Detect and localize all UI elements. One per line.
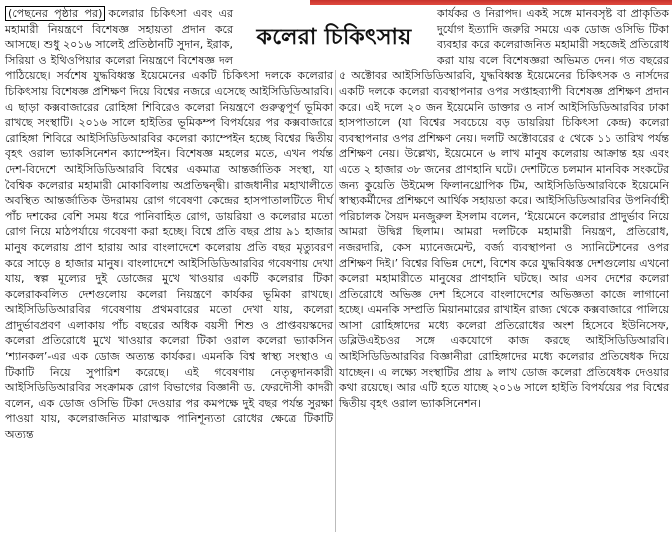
right-paragraph xyxy=(339,6,669,411)
continued-label: (পেছনের পৃষ্ঠার পর) xyxy=(5,6,105,21)
headline-box xyxy=(234,8,434,66)
left-paragraph xyxy=(5,6,333,443)
article-headline: কলেরা চিকিৎসায় xyxy=(256,24,412,50)
right-column xyxy=(339,6,669,411)
right-paragraph-text: কার্যকর ও নিরাপদ। একই সঙ্গে মানবসৃষ্ট বা প্রাকৃতিক দুর্যোগ ইত্যাদি জরুরি সময়ে এক ডোজ ওসিভি টিকা ব্যবহার করে কলেরাজনিত মহামারী সহজেই প্রতিরোধ করা যায় বলে বিশেষজ্ঞরা অভিমত দেন। গত বছরের ৫ অক্টোবর আইসিডিডিআরবি, যুদ্ধবিধ্বস্ত ইয়েমেনের চিকিৎসক ও নার্সদের একটি দলকে কলেরা ব্যবস্থাপনার ওপর সপ্তাহব্যাপী বিশেষজ্ঞ প্রশিক্ষণ প্রদান করে। এই দলে ২০ জন ইয়েমেনি ডাক্তার ও নার্স আইসিডিডিআরবির ঢাকা হাসপাতালে (যা বিশ্বের সবচেয়ে বড় ডায়রিয়া চিকিৎসা কেন্দ্র) কলেরা ব্যবস্থাপনার ওপর প্রশিক্ষণ নেয়। দলটি অক্টোবরের ৫ থেকে ১১ তারিখ পর্যন্ত প্রশিক্ষণ নেয়। উল্লেখ্য, ইয়েমেনে ৬ লাখ মানুষ কলেরায় আক্রান্ত হয় এবং এতে ২ হাজার ৩৮ জনের প্রাণহানি ঘটে। দেশটিতে চলমান মানবিক সংকটের জন্য কুয়েতি উইমেন্স ফিলানথ্রোপিক টিম, আইসিডিডিআরবিকে ইয়েমেনি স্বাস্থ্যকর্মীদের প্রশিক্ষণে আর্থিক সহায়তা করে। আইসিডিডিআরবির উপনির্বাহী পরিচালক সৈয়দ মনজুরুল ইসলাম বলেন, ‘ইয়েমেনে কলেরার প্রাদুর্ভাব নিয়ে আমরা উদ্বিগ্ন ছিলাম। আমরা দলটিকে মহামারী নিয়ন্ত্রণ, প্রতিরোধ, নজরদারি, কেস ম্যানেজমেন্ট, বর্জ্য ব্যবস্থাপনা ও স্যানিটেশনের ওপর প্রশিক্ষণ দিই।’ বিশ্বের বিভিন্ন দেশে, বিশেষ করে যুদ্ধবিধ্বস্ত দেশগুলোয় এখনো কলেরা মহামারীতে মানুষের প্রাণহানি ঘটছে। আর এসব দেশের কলেরা প্রতিরোধে অভিজ্ঞ দেশ হিসেবে বাংলাদেশের অভিজ্ঞতা কাজে লাগানো হচ্ছে। এমনকি সম্প্রতি মিয়ানমারের রাখাইন রাজ্য থেকে কক্সবাজারে পালিয়ে আসা রোহিঙ্গাদের মধ্যে কলেরা প্রতিরোধের অংশ হিসেবে ইউনিসেফ, ডব্লিউএইচওর সঙ্গে একযোগে কাজ করছে আইসিডিডিআরবি। আইসিডিডিআরবির বিজ্ঞানীরা রোহিঙ্গাদের মধ্যে কলেরার প্রতিষেধক দিয়ে যাচ্ছেন। এ লক্ষ্যে সংস্থাটির প্রায় ৯ লাখ ডোজ কলেরা প্রতিষেধক দেওয়ার কথা রয়েছে। আর এটি হতে যাচ্ছে ২০১৬ সালে হাইতি বিপর্যয়ের পর বিশ্বের দ্বিতীয় বৃহৎ ওরাল ভ্যাকসিনেশন। xyxy=(339,7,669,410)
masthead-strip xyxy=(310,0,672,5)
left-column xyxy=(5,6,333,443)
column-divider xyxy=(335,70,336,532)
left-paragraph-text: কলেরার চিকিৎসা এবং এর মহামারী নিয়ন্ত্রণে বিশেষজ্ঞ সহায়তা প্রদান করে আসছে। শুধু ২০১৬ সালেই প্রতিষ্ঠানটি সুদান, ইরাক, সিরিয়া ও ইথিওপিয়ার কলেরা নিয়ন্ত্রণে বিশেষজ্ঞ দল পাঠিয়েছে। সর্বশেষ যুদ্ধবিধ্বস্ত ইয়েমেনের একটি চিকিৎসা দলকে কলেরার চিকিৎসায় বিশেষজ্ঞ প্রশিক্ষণ দিয়ে বিশ্বের নজরে এসেছে আইসিডিডিআরবি। এ ছাড়া কক্সবাজারের রোহিঙ্গা শিবিরেও কলেরা নিয়ন্ত্রণে গুরুত্বপূর্ণ ভূমিকা রাখছে সংস্থাটি। ২০১৬ সালে হাইতির ভূমিকম্প বিপর্যয়ের পর কক্সবাজারে রোহিঙ্গা শিবিরে আইসিডিডিআরবির কলেরা ক্যাম্পেইন হচ্ছে বিশ্বের দ্বিতীয় বৃহৎ ওরাল ভ্যাকসিনেশন ক্যাম্পেইন। বিশেষজ্ঞ মহলের মতে, এখন পর্যন্ত দেশ-বিদেশে আইসিডিডিআরবি বিশ্বের একমাত্র আন্তর্জাতিক সংস্থা, যা বৈশ্বিক কলেরার মহামারী মোকাবিলায় অপ্রতিদ্বন্দ্বী। রাজধানীর মহাখালীতে অবস্থিত আন্তর্জাতিক উদরাময় রোগ গবেষণা কেন্দ্রের হাসপাতালটিতে দীর্ঘ পাঁচ দশকের বেশি সময় ধরে পানিবাহিত রোগ, ডায়রিয়া ও কলেরার মতো রোগ নিয়ে মাঠপর্যায়ে গবেষণা করা হচ্ছে। বিশ্বে প্রতি বছর প্রায় ৯১ হাজার মানুষ কলেরায় প্রাণ হারায় আর বাংলাদেশে কলেরায় প্রতি বছর মৃত্যুবরণ করে সাড়ে ৪ হাজার মানুষ। বাংলাদেশে আইসিডিডিআরবির গবেষণায় দেখা যায়, স্বল্প মূল্যের দুই ডোজের মুখে খাওয়ার একটি কলেরার টিকা কলেরাকবলিত দেশগুলোয় কলেরা নিয়ন্ত্রণে কার্যকর ভূমিকা রাখছে। আইসিডিডিআরবির গবেষণায় প্রথমবারের মতো দেখা যায়, কলেরা প্রাদুর্ভাবপ্রবণ এলাকায় পাঁচ বছরের অধিক বয়সী শিশু ও প্রাপ্তবয়স্কদের কলেরা প্রতিরোধে মুখে খাওয়ার কলেরা টিকা ওরাল কলেরা ভ্যাকসিন ‘শ্যানকল’-এর এক ডোজ অত্যন্ত কার্যকর। এমনকি বিশ্ব স্বাস্থ্য সংস্থাও এ টিকাটি নিয়ে সুপারিশ করেছে। এই গবেষণায় নেতৃত্বদানকারী আইসিডিডিআরবির সংক্রামক রোগ বিভাগের বিজ্ঞানী ড. ফেরদৌসী কাদরী বলেন, এক ডোজ ওসিভি টিকা দেওয়ার পর কমপক্ষে দুই বছর পর্যন্ত সুরক্ষা পাওয়া যায়, কলেরাজনিত মারাত্মক পানিশূন্যতা রোধের ক্ষেত্রে টিকাটি অত্যন্ত xyxy=(5,7,333,442)
